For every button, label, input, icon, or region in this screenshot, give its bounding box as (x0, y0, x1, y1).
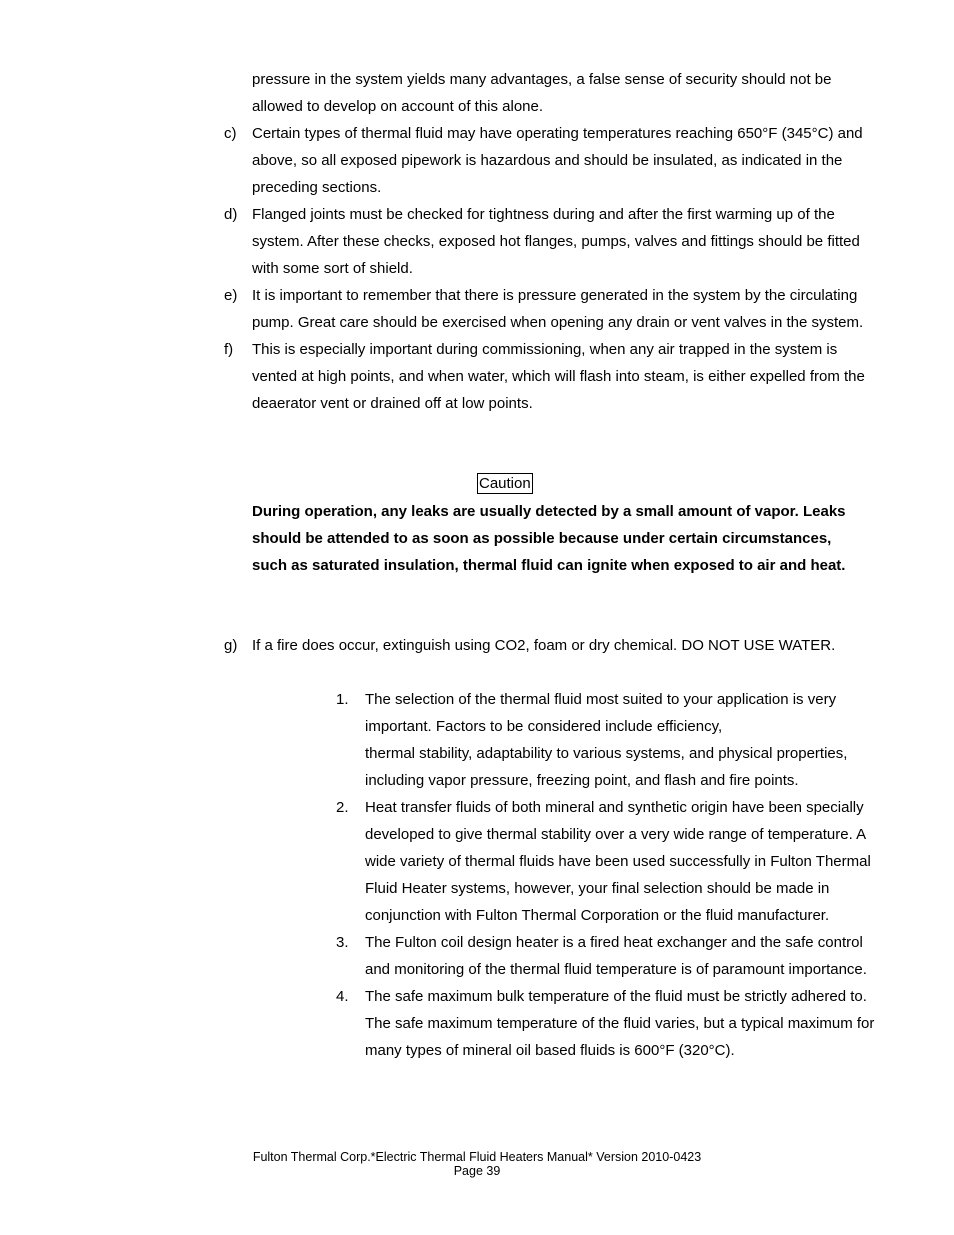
list-item-text: The selection of the thermal fluid most suited to your application is very important. Factors to be considered include efficiency, (365, 691, 837, 735)
lettered-list (224, 120, 874, 417)
list-item-text: This is especially important during commissioning, when any air trapped in the system is vented at high points, and when water, which will flash into steam, is either expelled from the deaerator vent or drained off at low points. (252, 341, 865, 412)
page-footer (200, 1150, 754, 1178)
list-marker: c) (224, 125, 237, 142)
list-item-body (365, 686, 876, 794)
list-item-text: The safe maximum bulk temperature of the fluid must be strictly adhered to. The safe maximum temperature of the fluid varies, but a typical maximum for many types of mineral oil based fluids is 600°F (320°C). (365, 988, 875, 1059)
caution-text: During operation, any leaks are usually detected by a small amount of vapor. Leaks should be attended to as soon as possible because under certain circumstances, such as saturated insulation, thermal fluid can ignite when exposed to air and heat. (252, 503, 846, 574)
list-item-text: The Fulton coil design heater is a fired heat exchanger and the safe control and monitoring of the thermal fluid temperature is of paramount importance. (365, 934, 867, 978)
numbered-item-2 (336, 794, 876, 929)
list-item-text: Heat transfer fluids of both mineral and synthetic origin have been specially developed to give thermal stability over a very wide range of temperature. A wide variety of thermal fluids have been used successfully in Fulton Thermal Fluid Heater systems, however, your final selection should be made in conjunction with Fulton Thermal Corporation or the fluid manufacturer. (365, 799, 871, 924)
list-marker: 4. (336, 988, 349, 1005)
list-item-text: Flanged joints must be checked for tightness during and after the first warming up of the system. After these checks, exposed hot flanges, pumps, valves and fittings should be fitted with some sort of shield. (252, 206, 860, 277)
page-number: Page 39 (453, 1164, 501, 1178)
list-item-d (224, 201, 874, 282)
list-item-text: Certain types of thermal fluid may have operating temperatures reaching 650°F (345°C) and above, so all exposed pipework is hazardous and should be insulated, as indicated in the preceding sections. (252, 125, 863, 196)
list-marker: d) (224, 206, 238, 223)
numbered-item-1 (336, 686, 876, 794)
list-item-text-continued: thermal stability, adaptability to various systems, and physical properties, including vapor pressure, freezing point, and flash and fire points. (365, 745, 848, 789)
list-marker: 3. (336, 934, 349, 951)
list-item-text: If a fire does occur, extinguish using CO2, foam or dry chemical. DO NOT USE WATER. (252, 637, 836, 654)
list-item-g (224, 632, 874, 659)
list-item-text: It is important to remember that there is pressure generated in the system by the circulating pump. Great care should be exercised when opening any drain or vent valves in the system. (252, 287, 864, 331)
list-item-f (224, 336, 874, 417)
footer-manual-title: Fulton Thermal Corp.*Electric Thermal Fluid Heaters Manual* Version 2010-0423 (252, 1150, 702, 1164)
list-marker: f) (224, 341, 234, 358)
list-marker: e) (224, 287, 238, 304)
list-marker: 1. (336, 691, 349, 708)
numbered-list (336, 686, 876, 1064)
list-item-c (224, 120, 874, 201)
caution-label: Caution (479, 475, 531, 492)
numbered-item-4 (336, 983, 876, 1064)
numbered-item-3 (336, 929, 876, 983)
list-marker: g) (224, 637, 238, 654)
list-marker: 2. (336, 799, 349, 816)
continued-paragraph: pressure in the system yields many advantages, a false sense of security should not be allowed to develop on account of this alone. (252, 71, 832, 115)
list-item-e (224, 282, 874, 336)
